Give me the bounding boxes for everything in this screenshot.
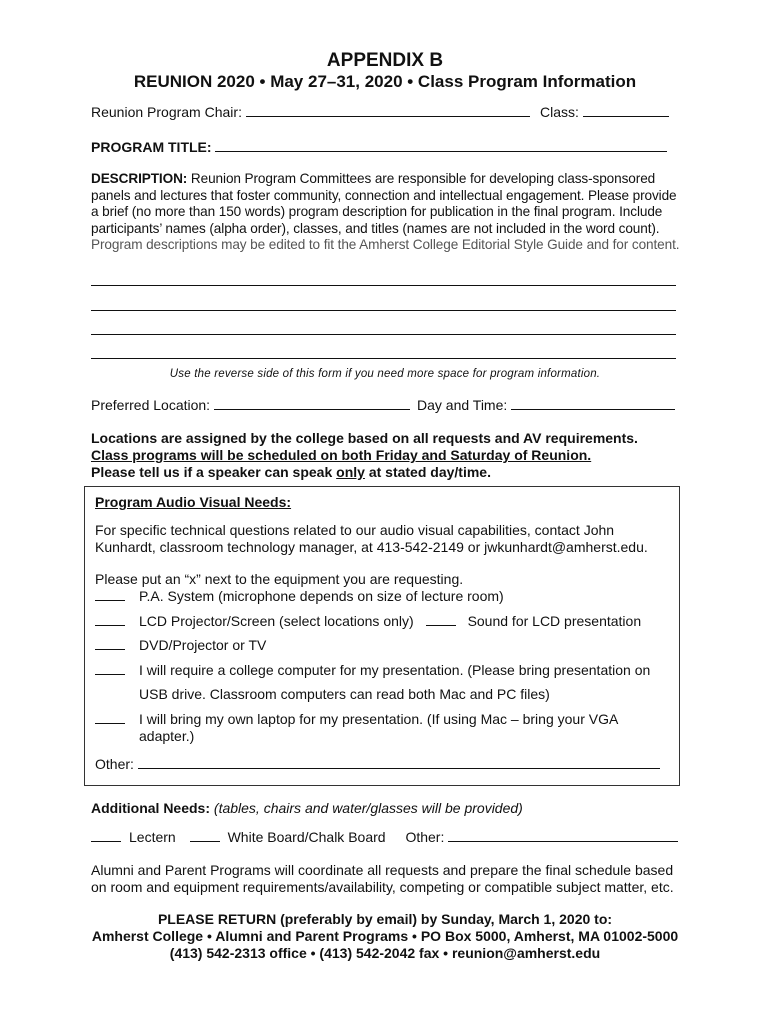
program-title-row	[91, 139, 667, 155]
page-title: APPENDIX B	[326, 50, 444, 71]
av-other-row	[95, 756, 660, 772]
av-item-computer	[95, 662, 650, 678]
additional-needs-label: Additional Needs:	[91, 800, 211, 816]
coordination-paragraph: Alumni and Parent Programs will coordinate all requests and prepare the final schedule based on room and equipment requirements/availability, competing or compatible subject matter, etc.	[91, 862, 674, 895]
description-line[interactable]	[91, 334, 676, 335]
description-text: Reunion Program Committees are responsible for developing class-sponsored panels and lectures that foster community, connection and intellectual engagement. Please provide a brief (no more than 150 words) program description for publication in the final program. Include participants’ names (alpha order), classes, and titles (names are not included in the word count).	[91, 171, 677, 236]
computer-label-cont: USB drive. Classroom computers can read both Mac and PC files)	[139, 686, 550, 702]
locations-line3	[91, 464, 491, 480]
lectern-label: Lectern	[129, 829, 176, 845]
av-contact: For specific technical questions related to our audio visual capabilities, contact John Kunhardt, classroom technology manager, at 413-542-2149 or jwkunhardt@amherst.edu.	[95, 522, 648, 555]
editorial-note: Program descriptions may be edited to fit the Amherst College Editorial Style Guide and for content.	[91, 237, 680, 253]
lectern-checkbox[interactable]	[91, 829, 121, 842]
class-label: Class:	[540, 104, 579, 120]
sound-label: Sound for LCD presentation	[467, 613, 642, 629]
additional-other-field[interactable]	[448, 829, 678, 842]
lcd-checkbox[interactable]	[95, 613, 125, 626]
dvd-label: DVD/Projector or TV	[139, 637, 267, 653]
additional-needs-row	[91, 800, 523, 816]
locations-line3-post: at stated day/time.	[364, 464, 491, 480]
description-line[interactable]	[91, 358, 676, 359]
location-field[interactable]	[214, 397, 410, 410]
pa-checkbox[interactable]	[95, 588, 125, 601]
description-line[interactable]	[91, 310, 676, 311]
additional-other-label: Other:	[405, 829, 445, 845]
lcd-label: LCD Projector/Screen (select locations only)	[139, 613, 414, 629]
dvd-checkbox[interactable]	[95, 637, 125, 650]
description-block	[91, 171, 681, 254]
av-item-laptop	[95, 711, 618, 727]
locations-line2: Class programs will be scheduled on both Friday and Saturday of Reunion.	[91, 447, 592, 463]
laptop-label: I will bring my own laptop for my presentation. (If using Mac – bring your VGA	[139, 711, 619, 727]
program-title-label: PROGRAM TITLE:	[91, 139, 212, 155]
av-other-field[interactable]	[138, 756, 660, 769]
footer-address: Amherst College • Alumni and Parent Programs • PO Box 5000, Amherst, MA 01002-5000	[91, 928, 679, 944]
chair-label: Reunion Program Chair:	[91, 104, 242, 120]
description-line[interactable]	[91, 285, 676, 286]
computer-checkbox[interactable]	[95, 662, 125, 675]
laptop-checkbox[interactable]	[95, 711, 125, 724]
daytime-row	[417, 397, 675, 413]
daytime-label: Day and Time:	[417, 397, 508, 413]
whiteboard-label: White Board/Chalk Board	[227, 829, 386, 845]
locations-line3-pre: Please tell us if a speaker can speak	[91, 464, 337, 480]
av-instruction: Please put an “x” next to the equipment you are requesting.	[95, 571, 464, 587]
whiteboard-checkbox[interactable]	[190, 829, 220, 842]
class-field[interactable]	[583, 104, 669, 117]
av-heading: Program Audio Visual Needs:	[95, 494, 292, 510]
class-row	[540, 104, 669, 120]
reverse-side-note: Use the reverse side of this form if you need more space for program information.	[169, 368, 601, 380]
sound-checkbox[interactable]	[426, 613, 456, 626]
locations-line1: Locations are assigned by the college based on all requests and AV requirements.	[91, 430, 638, 446]
footer-contact: (413) 542-2313 office • (413) 542-2042 fax • reunion@amherst.edu	[169, 945, 601, 961]
chair-field[interactable]	[246, 104, 530, 117]
program-title-field[interactable]	[215, 139, 667, 152]
computer-label: I will require a college computer for my presentation. (Please bring presentation on	[139, 662, 651, 678]
av-item-dvd	[95, 637, 266, 653]
pa-label: P.A. System (microphone depends on size of lecture room)	[139, 588, 504, 604]
locations-only-emphasis: only	[336, 464, 365, 480]
daytime-field[interactable]	[511, 397, 675, 410]
av-item-pa	[95, 588, 504, 604]
chair-row	[91, 104, 530, 120]
av-item-lcd	[95, 613, 641, 629]
location-row	[91, 397, 410, 413]
page-subtitle: REUNION 2020 • May 27–31, 2020 • Class Program Information	[133, 72, 637, 91]
location-label: Preferred Location:	[91, 397, 211, 413]
footer-return: PLEASE RETURN (preferably by email) by Sunday, March 1, 2020 to:	[157, 911, 613, 927]
additional-needs-note: (tables, chairs and water/glasses will be provided)	[213, 800, 523, 816]
laptop-label-cont: adapter.)	[139, 728, 195, 744]
av-other-label: Other:	[95, 756, 134, 772]
additional-items-row	[91, 829, 678, 845]
description-label: DESCRIPTION:	[91, 171, 188, 186]
